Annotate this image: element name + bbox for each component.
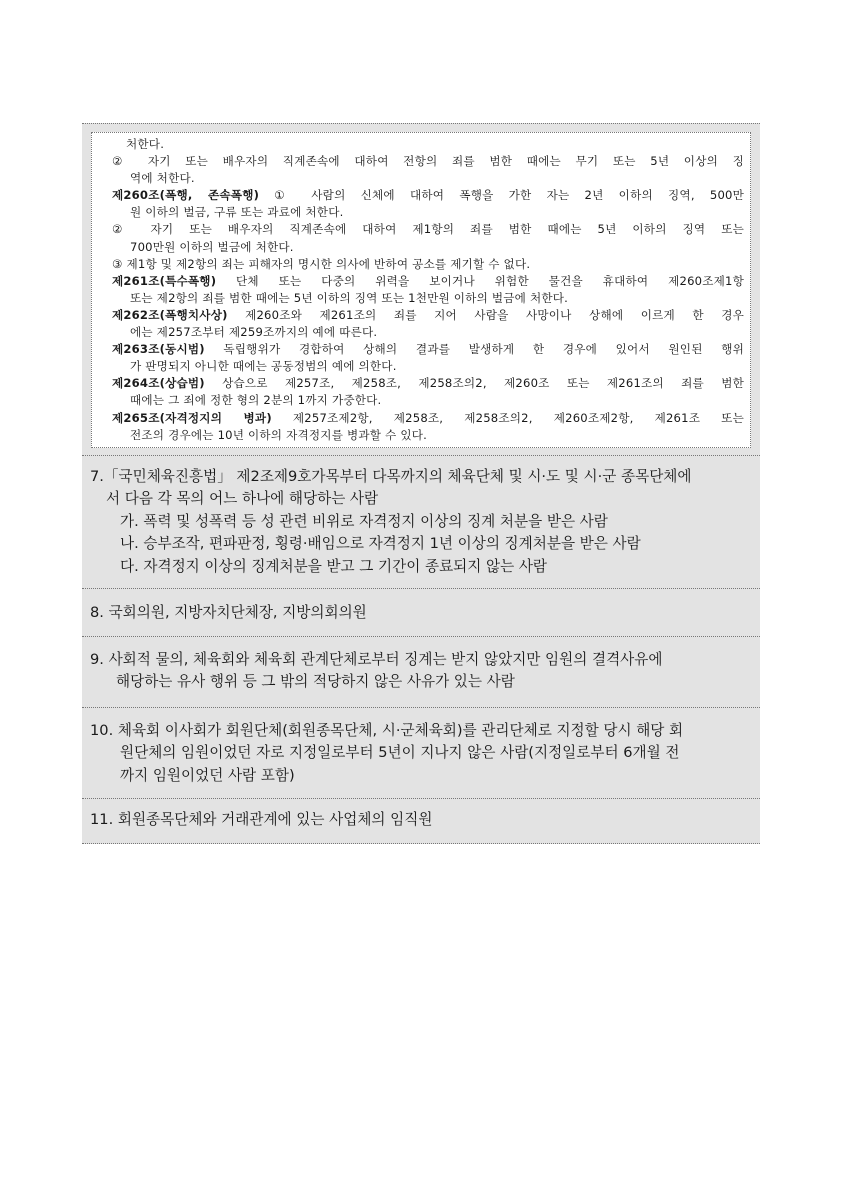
law-text-line: ② 자기 또는 배우자의 직계존속에 대하여 제1항의 죄를 범한 때에는 5년 이하의 징역 또는 <box>112 222 744 237</box>
article-264 <box>112 375 744 392</box>
article-261 <box>112 273 744 290</box>
law-text: 제257조제2항, 제258조, 제258조의2, 제260조제2항, 제261조 또는 <box>271 410 744 425</box>
item-7-sub-b: 나. 승부조작, 편파판정, 횡령·배임으로 자격정지 1년 이상의 징계처분을 받은 사람 <box>120 535 641 553</box>
law-text-line: 700만원 이하의 벌금에 처한다. <box>130 239 294 254</box>
article-260 <box>112 187 744 204</box>
item-9-text-cont: 해당하는 유사 행위 등 그 밖의 적당하지 않은 사유가 있는 사람 <box>116 673 515 691</box>
article-265-title: 제265조(자격정지의 병과) <box>112 410 272 425</box>
item-8-text: 8. 국회의원, 지방자치단체장, 지방의회의원 <box>90 604 367 622</box>
law-text: 단체 또는 다중의 위력을 보이거나 위험한 물건을 휴대하여 제260조제1항 <box>216 273 744 288</box>
criminal-law-excerpt-box <box>91 132 751 448</box>
item-9-row <box>82 637 760 708</box>
item-7-text: 7.「국민체육진흥법」 제2조제9호가목부터 다목까지의 체육단체 및 시·도 및 시·군 종목단체에 <box>90 467 692 485</box>
article-264-title: 제264조(상습범) <box>112 376 205 391</box>
law-text-line: 또는 제2항의 죄를 범한 때에는 5년 이하의 징역 또는 1천만원 이하의 벌금에 처한다. <box>130 290 569 305</box>
article-262 <box>112 307 744 324</box>
item-7-text-cont: 서 다음 각 목의 어느 하나에 해당하는 사람 <box>106 490 379 508</box>
item-7-sub-a: 가. 폭력 및 성폭력 등 성 관련 비위로 자격정지 이상의 징계 처분을 받은 사람 <box>120 512 608 530</box>
article-263-title: 제263조(동시범) <box>112 342 205 357</box>
law-text: 독립행위가 경합하여 상해의 결과를 발생하게 한 경우에 있어서 원인된 행위 <box>204 342 744 357</box>
article-261-title: 제261조(특수폭행) <box>112 273 217 288</box>
disqualification-table <box>82 123 760 844</box>
law-text-line: 처한다. <box>126 137 165 151</box>
item-10-text-cont: 원단체의 임원이었던 자로 지정일로부터 5년이 지나지 않은 사람(지정일로부터 6개월 전 <box>120 744 680 762</box>
item-11-row <box>82 799 760 844</box>
article-260-title: 제260조(폭행, 존속폭행) <box>112 188 260 203</box>
law-text-line: 에는 제257조부터 제259조까지의 예에 따른다. <box>130 325 378 340</box>
item-9-text: 9. 사회적 물의, 체육회와 체육회 관계단체로부터 징계는 받지 않았지만 임원의 결격사유에 <box>90 650 663 668</box>
criminal-law-row <box>82 123 760 456</box>
article-265 <box>112 410 744 427</box>
law-text: 상습으로 제257조, 제258조, 제258조의2, 제260조 또는 제261조의 죄를 범한 <box>204 376 744 391</box>
item-8-row <box>82 589 760 637</box>
law-text-line: 가 판명되지 아니한 때에는 공동정범의 예에 의한다. <box>130 359 397 374</box>
item-10-row <box>82 708 760 800</box>
law-text: ① 사람의 신체에 대하여 폭행을 가한 자는 2년 이하의 징역, 500만 <box>259 188 744 203</box>
law-text-line: 원 이하의 벌금, 구류 또는 과료에 처한다. <box>130 205 344 220</box>
law-text-line: ② 자기 또는 배우자의 직계존속에 대하여 전항의 죄를 범한 때에는 무기 또는 5년 이상의 징 <box>112 154 744 169</box>
item-7-sub-c: 다. 자격정지 이상의 징계처분을 받고 그 기간이 종료되지 않는 사람 <box>120 557 548 575</box>
law-text-line: 전조의 경우에는 10년 이하의 자격정지를 병과할 수 있다. <box>130 427 428 442</box>
article-262-title: 제262조(폭행치사상) <box>112 307 228 322</box>
law-text-line: 때에는 그 죄에 정한 형의 2분의 1까지 가중한다. <box>130 393 382 408</box>
item-10-text-cont: 까지 임원이었던 사람 포함) <box>120 766 295 784</box>
article-263 <box>112 341 744 358</box>
law-text-line: ③ 제1항 및 제2항의 죄는 피해자의 명시한 의사에 반하여 공소를 제기할 수 없다. <box>112 256 531 271</box>
law-text-line: 역에 처한다. <box>130 171 195 186</box>
item-11-text: 11. 회원종목단체와 거래관계에 있는 사업체의 임직원 <box>90 811 433 829</box>
item-10-text: 10. 체육회 이사회가 회원단체(회원종목단체, 시·군체육회)를 관리단체로 지정할 당시 해당 회 <box>90 721 684 739</box>
law-text: 제260조와 제261조의 죄를 지어 사람을 사망이나 상해에 이르게 한 경우 <box>227 307 744 322</box>
item-7-row <box>82 456 760 590</box>
